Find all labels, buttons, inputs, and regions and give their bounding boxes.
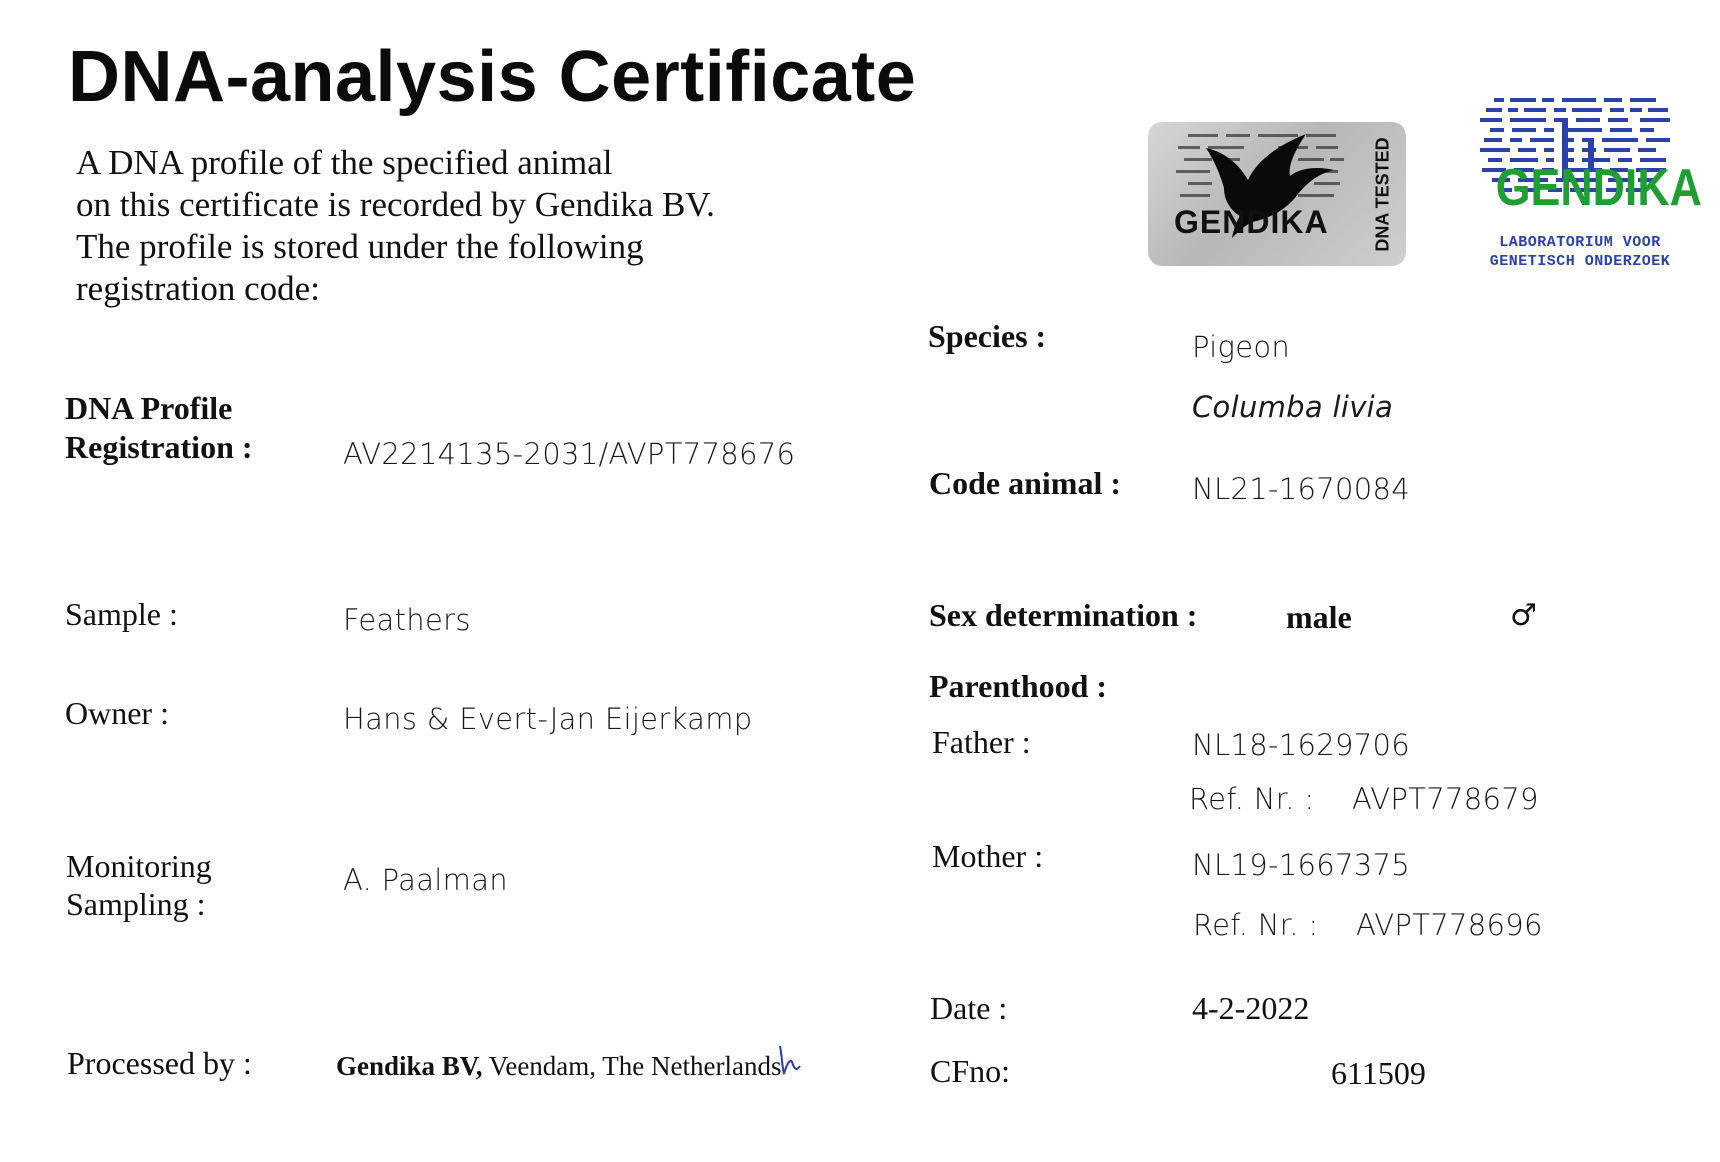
dna-tested-seal [1148, 122, 1406, 266]
sex-label: Sex determination : [929, 597, 1198, 633]
logo-subtitle: LABORATORIUM VOOR [1499, 234, 1661, 251]
seal-side-text: DNA TESTED [1372, 136, 1393, 252]
code-animal-value: NL21-1670084 [1192, 472, 1410, 506]
processed-location: Veendam, The Netherlands [488, 1051, 782, 1081]
seal-pattern [1148, 122, 1406, 266]
mother-value: NL19-1667375 [1192, 848, 1410, 882]
registration-value: AV2214135-2031/AVPT778676 [343, 437, 796, 471]
mother-ref-value: AVPT778696 [1356, 908, 1543, 942]
monitoring-label: Monitoring [66, 848, 212, 884]
sex-value: male [1286, 599, 1352, 635]
monitoring-value: A. Paalman [343, 863, 508, 897]
owner-value: Hans & Evert-Jan Eijerkamp [343, 702, 753, 736]
seal-brand: GENDIKA [1174, 204, 1329, 240]
processed-label: Processed by : [67, 1045, 252, 1081]
page-title: DNA-analysis Certificate [68, 37, 917, 117]
father-value: NL18-1629706 [1192, 728, 1410, 762]
intro-paragraph [76, 142, 796, 310]
species-common: Pigeon [1192, 330, 1291, 364]
father-ref-value: AVPT778679 [1352, 782, 1539, 816]
intro-line: on this certificate is recorded by Gendika BV. [76, 185, 715, 224]
mother-ref-label: Ref. Nr. : [1193, 908, 1319, 942]
mother-label: Mother : [932, 838, 1044, 874]
registration-label: DNA Profile [65, 390, 233, 426]
species-label: Species : [928, 318, 1047, 354]
monitoring-label: Sampling : [66, 886, 206, 922]
date-label: Date : [930, 990, 1008, 1026]
cfno-label: CFno: [930, 1053, 1011, 1089]
cfno-value: 611509 [1331, 1055, 1426, 1091]
date-value: 4-2-2022 [1192, 990, 1310, 1026]
code-animal-label: Code animal : [929, 465, 1121, 501]
species-latin: Columba livia [1192, 390, 1394, 424]
intro-line: The profile is stored under the following [76, 227, 644, 266]
sample-label: Sample : [65, 596, 178, 632]
processed-value [336, 1051, 781, 1082]
father-label: Father : [932, 724, 1031, 760]
signature-mark [776, 1040, 806, 1080]
registration-label: Registration : [65, 429, 253, 465]
father-ref-label: Ref. Nr. : [1189, 782, 1315, 816]
sample-value: Feathers [343, 603, 471, 637]
processed-company: Gendika BV, [336, 1051, 483, 1081]
logo-subtitle: GENETISCH ONDERZOEK [1489, 253, 1671, 270]
intro-line: registration code: [76, 269, 320, 308]
intro-line: A DNA profile of the specified animal [76, 143, 613, 182]
logo-brand: GENDIKA [1495, 159, 1702, 217]
parenthood-label: Parenthood : [929, 668, 1108, 704]
owner-label: Owner : [65, 695, 169, 731]
male-symbol-icon: ♂ [1510, 598, 1537, 633]
